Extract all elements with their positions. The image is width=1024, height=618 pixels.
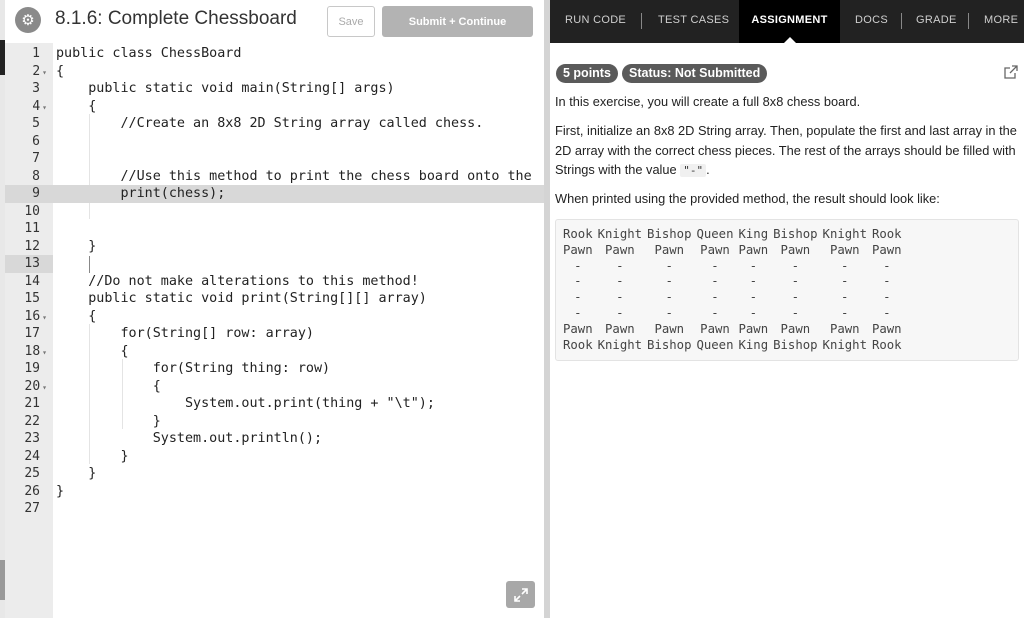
output-cell: - <box>791 290 800 305</box>
line-number-text: 14 <box>24 273 40 289</box>
code-text[interactable]: { <box>56 378 161 394</box>
output-cell: - <box>749 274 758 289</box>
output-row <box>563 290 907 306</box>
output-cell: King <box>738 227 769 241</box>
line-number-text: 7 <box>32 151 40 166</box>
fold-arrow-icon[interactable]: ▾ <box>42 102 47 112</box>
line-number-text: 10 <box>24 203 40 219</box>
line-number-text: 27 <box>24 501 40 516</box>
line-number-text: 5 <box>32 116 40 131</box>
output-row <box>563 338 907 354</box>
code-line[interactable] <box>5 98 544 116</box>
instructions-after: . <box>706 162 710 177</box>
output-cell: - <box>665 274 673 289</box>
output-cell: - <box>665 290 673 305</box>
line-number-text: 1 <box>32 46 40 61</box>
code-line[interactable] <box>5 273 544 291</box>
code-line[interactable] <box>5 430 544 448</box>
tab-more[interactable]: MORE <box>984 14 1019 26</box>
output-cell: - <box>841 305 849 320</box>
code-line[interactable] <box>5 290 544 308</box>
instructions-text <box>555 121 1017 181</box>
code-line[interactable] <box>5 80 544 98</box>
output-cell: - <box>883 258 891 273</box>
output-cell: Pawn <box>871 242 902 257</box>
code-text[interactable]: //Use this method to print the chess board onto the <box>56 168 532 184</box>
save-button[interactable]: Save <box>327 6 375 37</box>
fold-arrow-icon[interactable]: ▾ <box>42 67 47 77</box>
line-number <box>5 325 53 343</box>
output-cell: - <box>711 290 719 305</box>
line-number <box>5 430 53 448</box>
line-number-text: 13 <box>24 256 40 271</box>
nav-separator <box>641 13 642 29</box>
line-number-text: 12 <box>24 238 40 254</box>
output-cell: Pawn <box>829 321 860 336</box>
output-cell: - <box>616 274 624 289</box>
output-cell: - <box>665 305 673 320</box>
line-number <box>5 483 53 501</box>
output-cell: Pawn <box>780 242 811 257</box>
output-cell: Rook <box>563 227 593 241</box>
line-number-text: 18 <box>24 343 41 359</box>
output-cell: Pawn <box>654 242 685 257</box>
code-text[interactable]: { <box>56 63 65 79</box>
line-number <box>5 360 53 378</box>
line-number-text: 20 <box>24 378 41 394</box>
code-text[interactable] <box>56 255 544 273</box>
output-cell: - <box>883 305 891 320</box>
line-number-text: 15 <box>24 291 40 306</box>
output-cell: - <box>574 290 582 305</box>
code-line[interactable] <box>5 168 544 186</box>
line-number-text: 11 <box>24 221 40 236</box>
code-text[interactable] <box>56 150 544 168</box>
output-cell: Rook <box>563 337 593 352</box>
line-number <box>5 63 53 81</box>
code-line[interactable] <box>5 308 544 326</box>
output-cell: - <box>711 258 719 273</box>
code-text[interactable]: } <box>56 483 65 499</box>
output-cell: - <box>574 305 582 320</box>
output-cell: - <box>574 274 582 289</box>
expand-icon[interactable] <box>506 581 535 608</box>
output-cell: Pawn <box>654 321 685 336</box>
line-number <box>5 273 53 291</box>
line-number <box>5 290 53 308</box>
line-number <box>5 378 53 396</box>
code-line[interactable] <box>5 115 544 133</box>
code-text[interactable]: //Do not make alterations to this method! <box>56 273 419 289</box>
code-line[interactable] <box>5 255 544 273</box>
line-number-text: 6 <box>32 133 40 149</box>
fold-arrow-icon[interactable]: ▾ <box>42 382 47 392</box>
code-line[interactable] <box>5 203 544 221</box>
output-row <box>563 243 907 259</box>
line-number <box>5 343 53 361</box>
line-number <box>5 238 53 256</box>
points-badge: 5 points <box>556 64 618 83</box>
code-text[interactable] <box>56 203 544 221</box>
tab-run-code[interactable]: RUN CODE <box>565 14 627 26</box>
output-cell: Pawn <box>700 321 730 336</box>
line-number-text: 16 <box>24 308 41 324</box>
top-nav <box>550 0 1024 43</box>
line-number-text: 8 <box>32 168 40 184</box>
line-number <box>5 185 53 203</box>
code-line[interactable] <box>5 220 544 238</box>
line-number <box>5 448 53 466</box>
code-line[interactable] <box>5 483 544 501</box>
line-number-text: 21 <box>24 396 40 411</box>
line-number-text: 17 <box>24 326 40 341</box>
code-line[interactable] <box>5 238 544 256</box>
code-text[interactable]: } <box>56 448 129 464</box>
output-cell: - <box>665 258 673 273</box>
tab-test-cases[interactable]: TEST CASES <box>658 14 730 26</box>
expected-output-table <box>563 227 907 353</box>
exercise-title: 8.1.6: Complete Chessboard <box>55 8 297 29</box>
line-number <box>5 150 53 168</box>
code-text[interactable]: public static void print(String[][] array) <box>56 291 427 306</box>
line-number <box>5 413 53 431</box>
code-text[interactable]: { <box>56 308 97 324</box>
output-cell: Knight <box>597 337 643 352</box>
code-text[interactable] <box>56 220 544 238</box>
tab-assignment[interactable]: ASSIGNMENT <box>739 0 840 43</box>
output-cell: - <box>616 290 624 305</box>
inline-code-dash: "-" <box>680 164 706 177</box>
editor-header <box>5 0 545 43</box>
line-number-text: 26 <box>24 483 40 499</box>
code-line[interactable] <box>5 150 544 168</box>
output-cell: Rook <box>871 227 902 241</box>
line-number-text: 19 <box>24 361 40 376</box>
line-number <box>5 168 53 186</box>
output-cell: Bishop <box>773 337 818 352</box>
line-number-text: 23 <box>24 431 40 446</box>
line-number <box>5 220 53 238</box>
line-number-text: 22 <box>24 413 40 429</box>
output-cell: - <box>711 274 719 289</box>
submit-continue-button[interactable]: Submit + Continue <box>382 6 533 37</box>
output-cell: - <box>791 258 800 273</box>
output-cell: - <box>749 258 758 273</box>
output-cell: Pawn <box>780 321 811 336</box>
output-cell: Pawn <box>829 242 860 257</box>
code-text[interactable]: System.out.print(thing + "\t"); <box>56 396 435 411</box>
line-number <box>5 133 53 151</box>
line-number-text: 25 <box>24 466 40 481</box>
code-text[interactable]: print(chess); <box>56 186 226 201</box>
nav-separator <box>968 13 969 29</box>
line-number <box>5 500 53 518</box>
code-text[interactable] <box>56 133 544 151</box>
output-cell: - <box>791 274 800 289</box>
output-cell: - <box>574 258 582 273</box>
output-row <box>563 306 907 322</box>
code-line[interactable] <box>5 448 544 466</box>
output-cell: Pawn <box>700 242 730 257</box>
output-cell: Pawn <box>738 242 769 257</box>
expected-output-box <box>555 219 1019 361</box>
output-row <box>563 322 907 338</box>
line-number <box>5 98 53 116</box>
output-cell: - <box>841 290 849 305</box>
code-text[interactable]: for(String[] row: array) <box>56 326 314 341</box>
line-number <box>5 115 53 133</box>
output-cell: Pawn <box>563 242 593 257</box>
output-cell: Pawn <box>871 321 902 336</box>
output-cell: Pawn <box>563 321 593 336</box>
output-cell: Queen <box>696 227 734 241</box>
output-cell: - <box>883 274 891 289</box>
output-cell: Queen <box>696 337 734 352</box>
line-number-text: 24 <box>24 448 40 464</box>
result-intro-text: When printed using the provided method, the result should look like: <box>555 191 940 206</box>
output-cell: - <box>616 258 624 273</box>
gear-icon[interactable]: ⚙ <box>15 7 41 33</box>
intro-text: In this exercise, you will create a full 8x8 chess board. <box>555 94 861 109</box>
line-number <box>5 255 53 273</box>
output-cell: Bishop <box>647 227 692 241</box>
line-number <box>5 203 53 221</box>
fold-arrow-icon[interactable]: ▾ <box>42 347 47 357</box>
output-cell: Knight <box>822 337 867 352</box>
nav-separator <box>901 13 902 29</box>
code-line[interactable] <box>5 360 544 378</box>
assignment-panel <box>550 43 1024 618</box>
tab-docs[interactable]: DOCS <box>855 14 888 26</box>
code-line[interactable] <box>5 63 544 81</box>
code-line[interactable] <box>5 378 544 396</box>
output-cell: Knight <box>822 227 867 241</box>
code-line[interactable] <box>5 465 544 483</box>
code-text[interactable]: for(String thing: row) <box>56 361 331 376</box>
output-cell: - <box>616 305 624 320</box>
line-number-text: 3 <box>32 81 40 96</box>
code-lines[interactable] <box>5 45 544 518</box>
line-number <box>5 395 53 413</box>
code-text[interactable]: } <box>56 466 97 481</box>
fold-arrow-icon[interactable]: ▾ <box>42 312 47 322</box>
output-cell: Rook <box>871 337 902 352</box>
code-text[interactable]: System.out.println(); <box>56 431 323 446</box>
code-line[interactable] <box>5 413 544 431</box>
output-cell: Pawn <box>605 242 635 257</box>
line-number <box>5 80 53 98</box>
text-cursor <box>89 256 90 273</box>
code-text[interactable]: public static void main(String[] args) <box>56 81 395 96</box>
line-number-text: 9 <box>32 186 40 201</box>
status-badge: Status: Not Submitted <box>622 64 767 83</box>
output-row <box>563 227 907 243</box>
code-line[interactable] <box>5 500 544 518</box>
code-text[interactable] <box>56 500 544 518</box>
code-text[interactable]: } <box>56 238 97 254</box>
code-line[interactable] <box>5 343 544 361</box>
output-row <box>563 274 907 290</box>
line-number-text: 4 <box>32 98 41 114</box>
code-text[interactable]: { <box>56 343 129 359</box>
output-cell: Knight <box>597 227 643 241</box>
output-cell: - <box>841 274 849 289</box>
output-row <box>563 259 907 275</box>
output-cell: Pawn <box>605 321 635 336</box>
instructions-before: First, initialize an 8x8 2D String array. Then, populate the first and last array in the 2D array with the correct chess pieces. The rest of the arrays should be filled with Strings with the value <box>555 123 1017 177</box>
code-text[interactable]: { <box>56 98 97 114</box>
code-line[interactable] <box>5 185 544 203</box>
line-number <box>5 45 53 63</box>
output-cell: Bishop <box>647 337 692 352</box>
output-cell: - <box>841 258 849 273</box>
code-line[interactable] <box>5 45 544 63</box>
output-cell: - <box>791 305 800 320</box>
line-number-text: 2 <box>32 63 41 79</box>
output-cell: King <box>738 337 769 352</box>
output-cell: - <box>749 305 758 320</box>
output-cell: - <box>883 290 891 305</box>
code-text[interactable]: //Create an 8x8 2D String array called chess. <box>56 116 484 131</box>
output-cell: Bishop <box>773 227 818 241</box>
code-line[interactable] <box>5 133 544 151</box>
code-line[interactable] <box>5 395 544 413</box>
line-number <box>5 465 53 483</box>
line-number <box>5 308 53 326</box>
code-line[interactable] <box>5 325 544 343</box>
code-text[interactable]: public class ChessBoard <box>56 46 242 61</box>
output-cell: - <box>749 290 758 305</box>
tab-grade[interactable]: GRADE <box>916 14 957 26</box>
external-link-icon[interactable] <box>1003 64 1019 80</box>
output-cell: Pawn <box>738 321 769 336</box>
output-cell: - <box>711 305 719 320</box>
code-text[interactable]: } <box>56 413 161 429</box>
